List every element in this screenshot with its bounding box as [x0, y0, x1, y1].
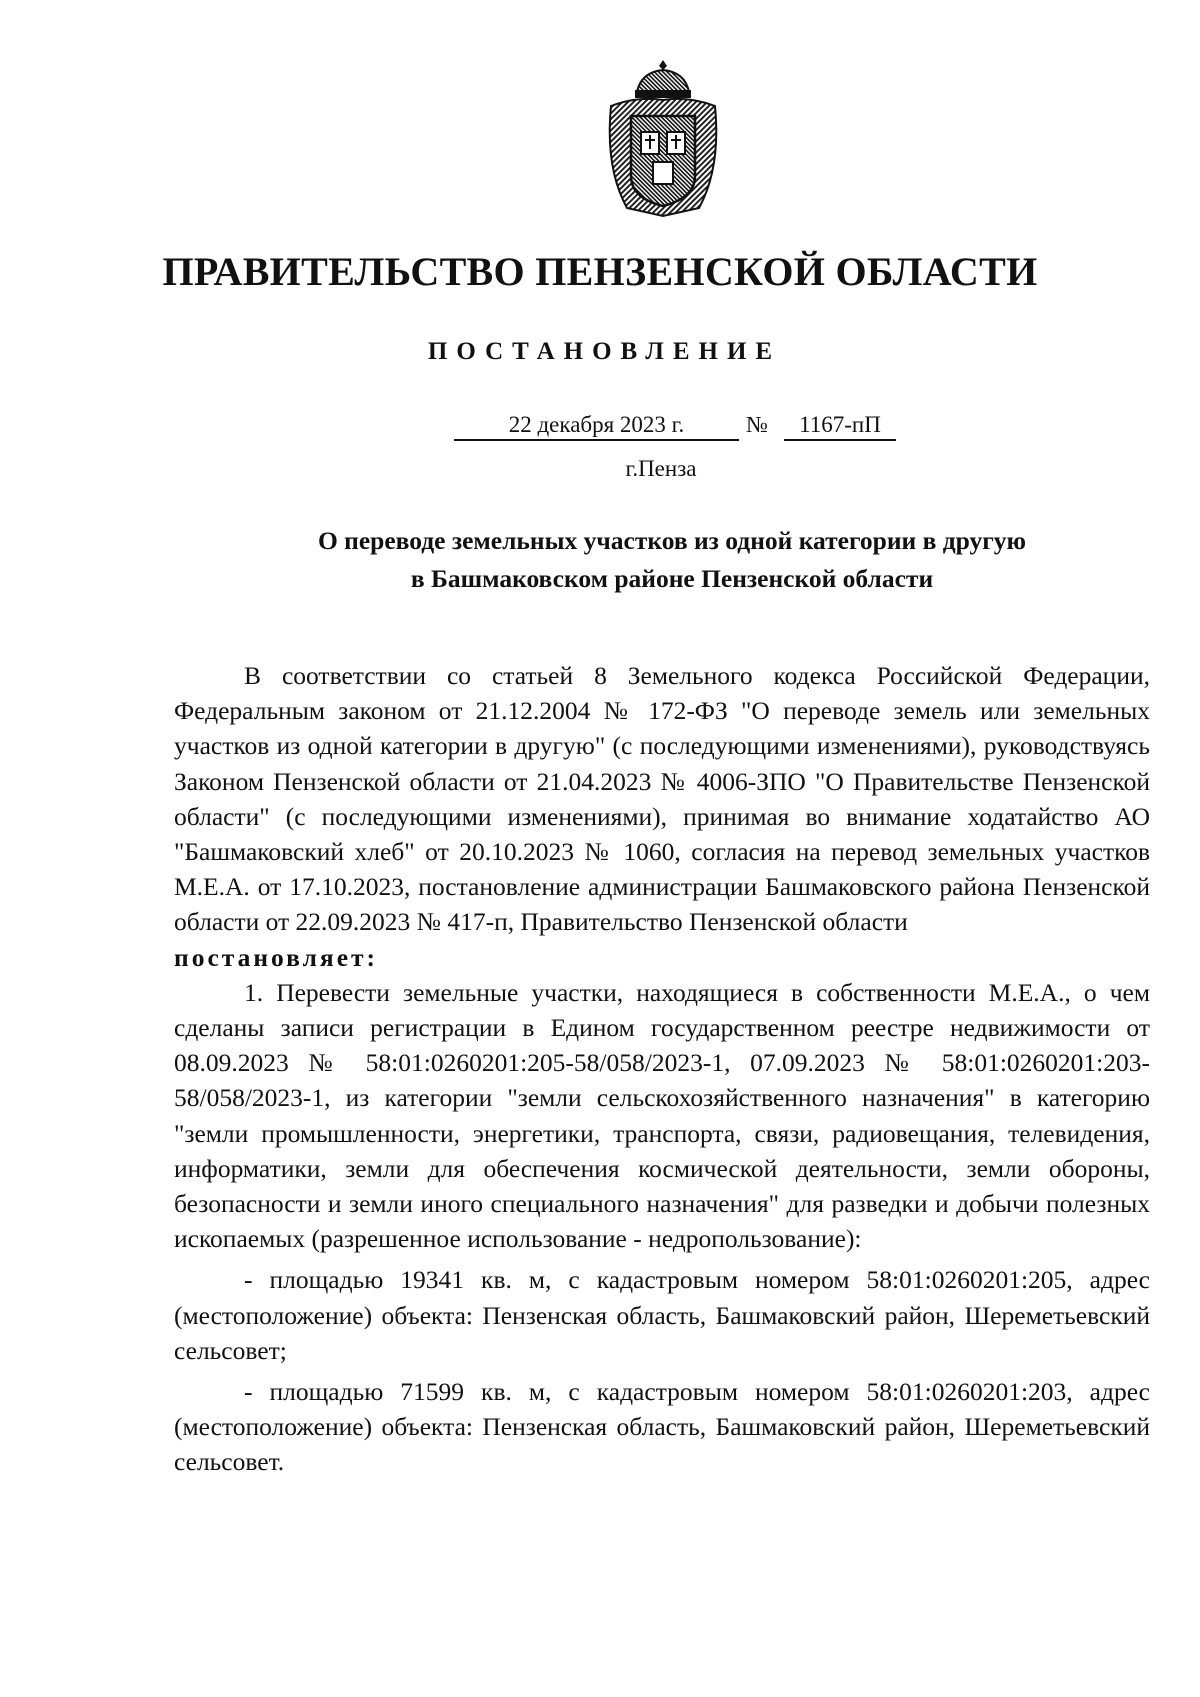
subject-line-2: в Башмаковском районе Пензенской области	[410, 564, 934, 593]
coat-of-arms-icon	[597, 58, 729, 220]
document-date: 22 декабря 2023 г.	[454, 411, 739, 441]
plot-1-paragraph: - площадью 19341 кв. м, с кадастровым номером 58:01:0260201:205, адрес (местоположение) объекта: Пензенская область, Башмаковский район, Шереметьевский сельсовет;	[174, 1265, 1150, 1365]
resolves-word: постановляет:	[174, 942, 379, 972]
document-city: г.Пенза	[625, 456, 697, 481]
document-number: 1167-пП	[784, 411, 896, 441]
number-sign: №	[746, 412, 768, 437]
preamble-paragraph: В соответствии со статьей 8 Земельного кодекса Российской Федерации, Федеральным законом от 21.12.2004 № 172-ФЗ "О переводе земель или земельных участков из одной категории в другую" (с последующими изменениями), руководствуясь Законом Пензенской области от 21.04.2023 № 4006-ЗПО "О Правительстве Пензенской области" (с последующими изменениями), принимая во внимание ходатайство АО "Башмаковский хлеб" от 20.10.2023 № 1060, согласия на перевод земельных участков М.Е.А. от 17.10.2023, постановление администрации Башмаковского района Пензенской области от 22.09.2023 № 417-п, Правительство Пензенской области	[174, 661, 1150, 937]
plot-2-paragraph: - площадью 71599 кв. м, с кадастровым номером 58:01:0260201:203, адрес (местоположение) объекта: Пензенская область, Башмаковский район, Шереметьевский сельсовет.	[174, 1377, 1150, 1477]
document-subject	[172, 522, 1172, 598]
item-1-paragraph: 1. Перевести земельные участки, находящиеся в собственности М.Е.А., о чем сделаны записи регистрации в Едином государственном реестре недвижимости от 08.09.2023 № 58:01:0260201:205-58/058/2023-1, 07.09.2023 № 58:01:0260201:203-58/058/2023-1, из категории "земли сельскохозяйственного назначения" в категорию "земли промышленности, энергетики, транспорта, связи, радиовещания, телевидения, информатики, земли для обеспечения космической деятельности, земли обороны, безопасности и земли иного специального назначения" для разведки и добычи полезных ископаемых (разрешенное использование - недропользование):	[174, 977, 1150, 1254]
subject-line-1: О переводе земельных участков из одной категории в другую	[317, 526, 1027, 555]
organization-title: ПРАВИТЕЛЬСТВО ПЕНЗЕНСКОЙ ОБЛАСТИ	[162, 249, 1038, 294]
document-body	[174, 658, 1150, 1480]
document-type: ПОСТАНОВЛЕНИЕ	[427, 338, 782, 365]
